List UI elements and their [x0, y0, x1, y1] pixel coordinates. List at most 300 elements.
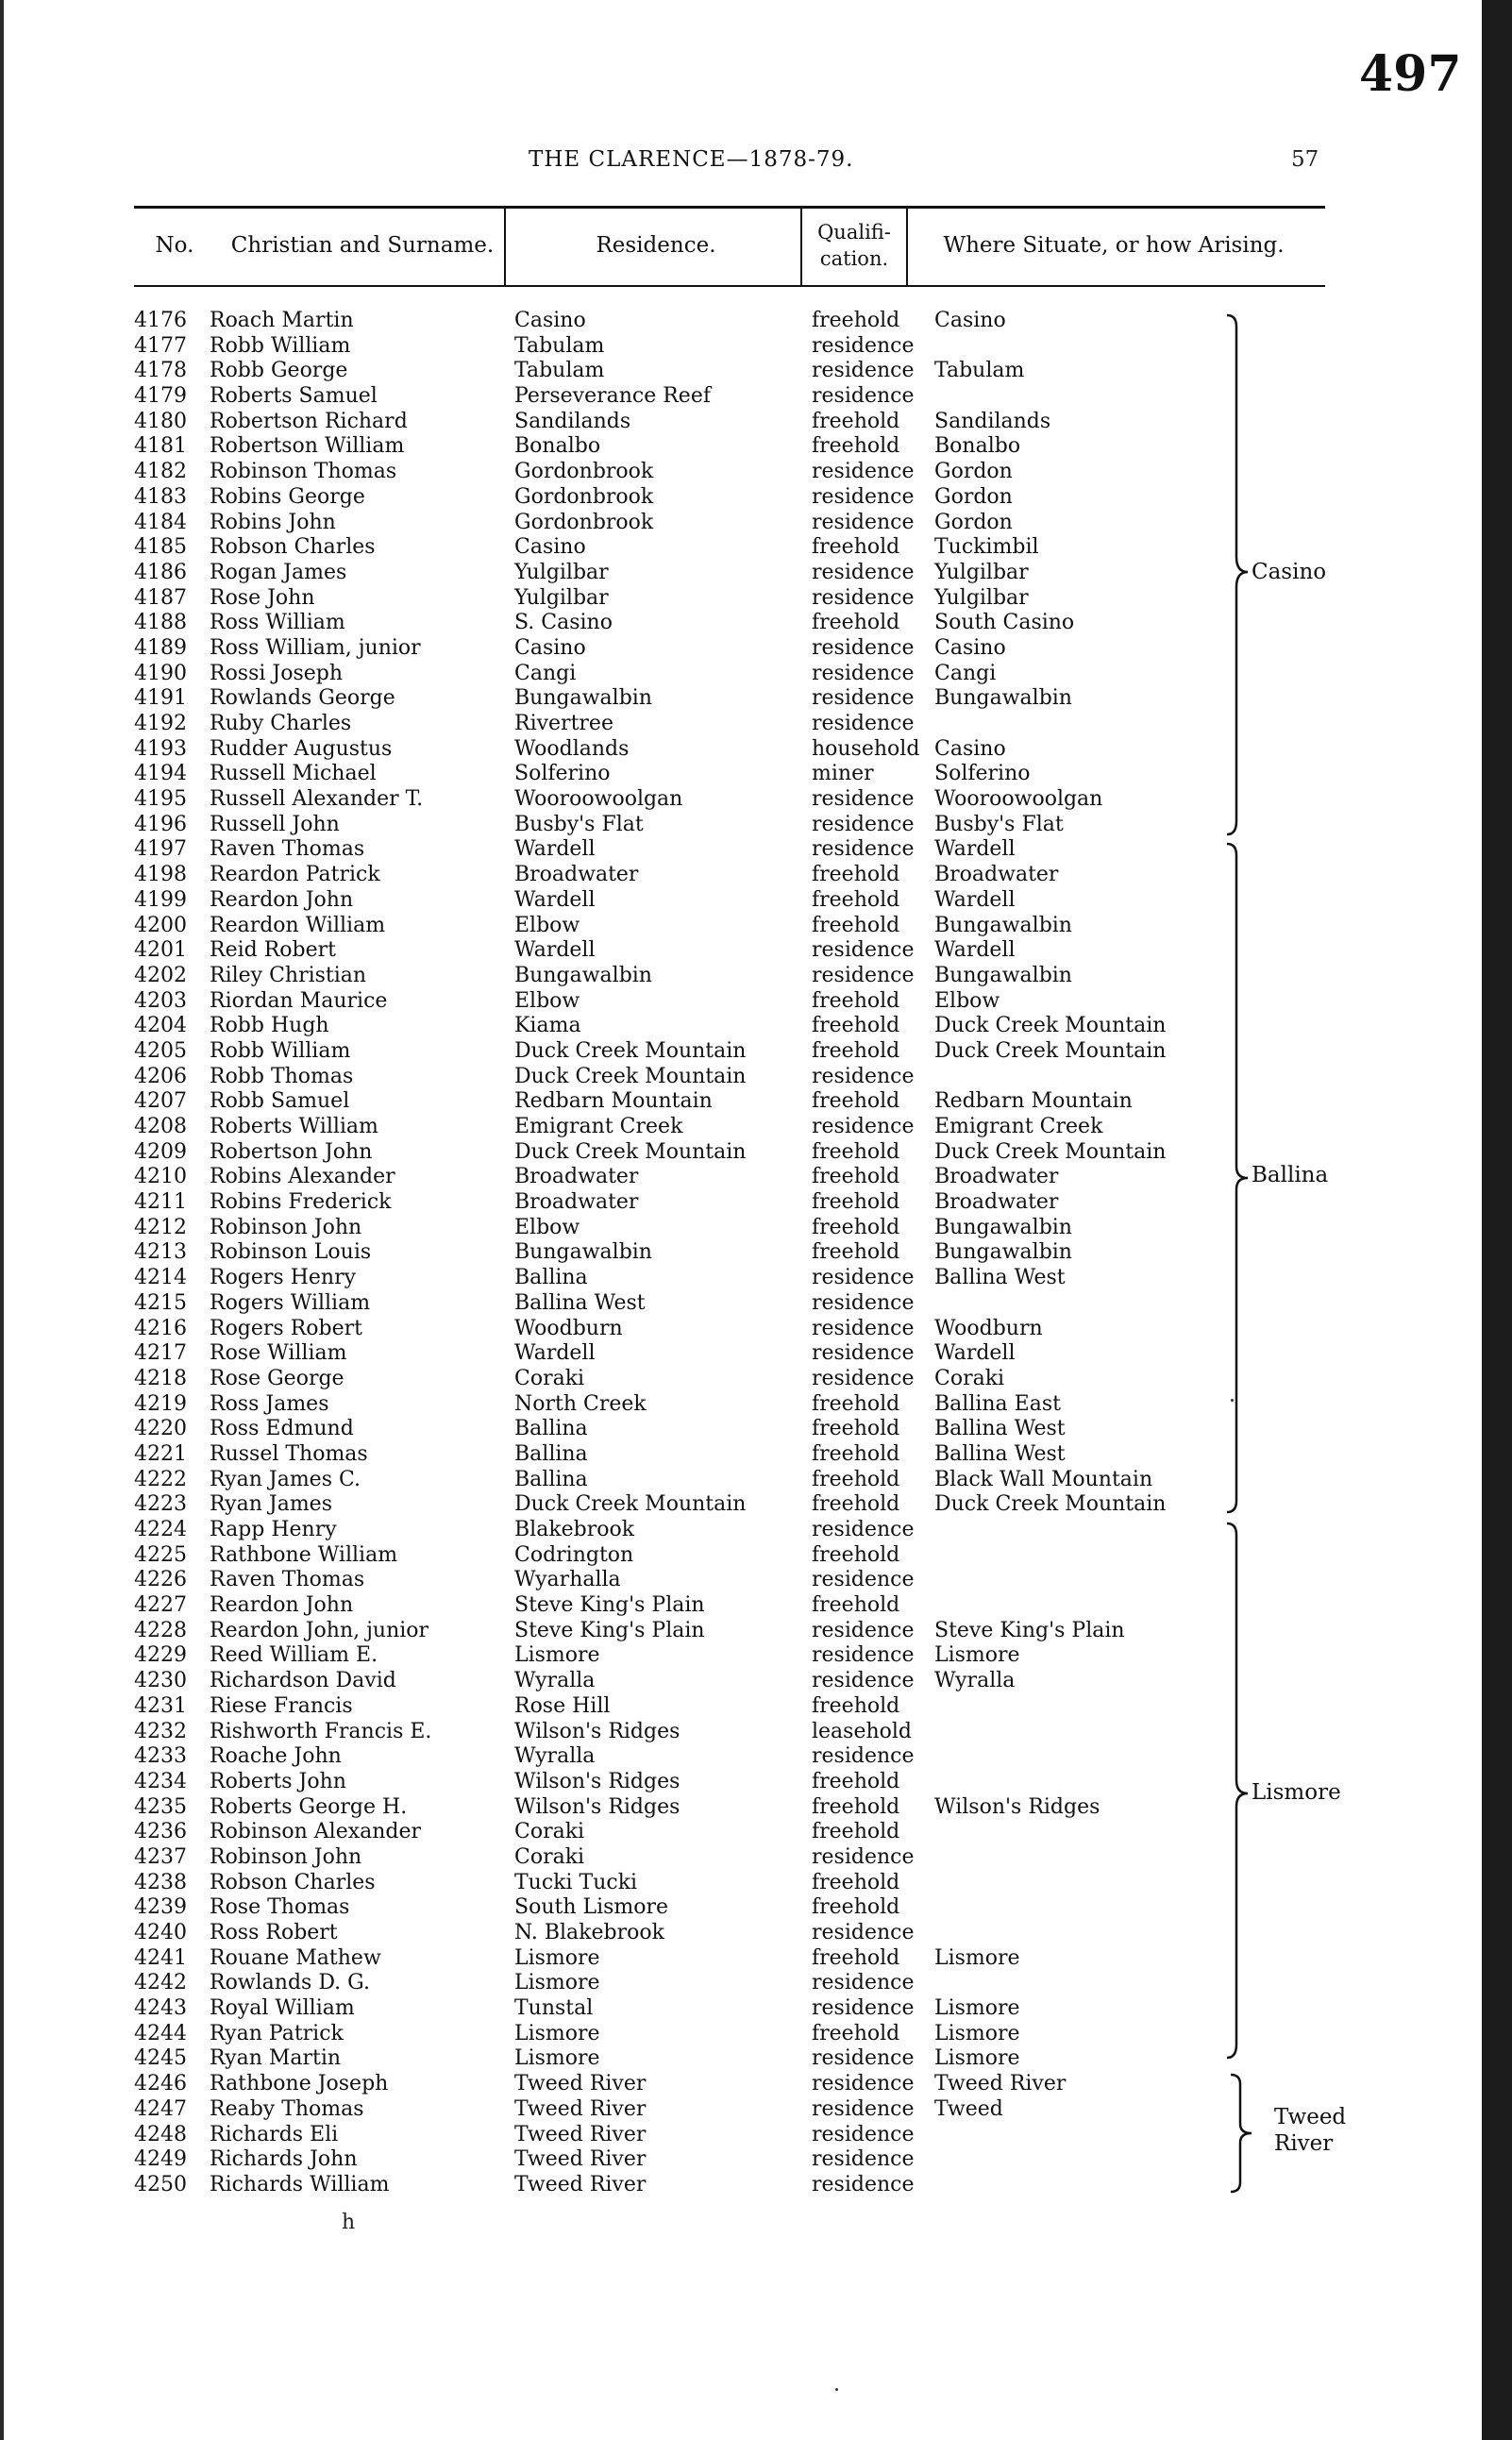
elector-residence: Elbow [514, 1215, 580, 1239]
table-row [0, 1770, 1227, 1795]
elector-name: Rogers Henry [210, 1266, 357, 1290]
header-bottom-rule [134, 285, 1325, 287]
header-where: Where Situate, or how Arising. [943, 233, 1285, 258]
table-row [0, 2123, 1227, 2148]
elector-residence: Bonalbo [514, 434, 601, 459]
elector-name: Ross William, junior [210, 635, 421, 660]
table-row [0, 1492, 1227, 1518]
elector-qualification: residence [812, 1341, 915, 1366]
elector-residence: Steve King's Plain [514, 1618, 705, 1642]
elector-residence: Wardell [514, 837, 596, 862]
elector-name: Reardon John [210, 1593, 354, 1618]
elector-qualification: freehold [812, 1542, 900, 1567]
elector-name: Russell Michael [210, 762, 377, 786]
division-label-river: River [1274, 2131, 1334, 2156]
elector-name: Robb Samuel [210, 1089, 350, 1114]
elector-residence: Woodburn [514, 1316, 623, 1340]
property-situation: Duck Creek Mountain [934, 1038, 1167, 1063]
elector-residence: Tucki Tucki [514, 1870, 638, 1894]
elector-number: 4224 [134, 1518, 187, 1541]
elector-number: 4193 [134, 736, 187, 761]
elector-name: Reardon John [210, 887, 354, 912]
elector-name: Russell Alexander T. [210, 787, 424, 812]
elector-number: 4222 [134, 1467, 187, 1491]
elector-residence: Bungawalbin [514, 1240, 652, 1265]
table-row [0, 2022, 1227, 2047]
property-situation: Wardell [934, 837, 1016, 862]
elector-residence: Coraki [514, 1844, 585, 1869]
header-qualification-1: Qualifi- [817, 221, 891, 244]
elector-residence: N. Blakebrook [514, 1921, 664, 1944]
elector-qualification: freehold [812, 1441, 900, 1466]
print-speck [1231, 1399, 1234, 1402]
elector-name: Robb Hugh [210, 1014, 329, 1038]
table-row [0, 1089, 1227, 1115]
property-situation: Wyralla [934, 1669, 1016, 1693]
elector-number: 4192 [134, 712, 187, 735]
elector-name: Robson Charles [210, 535, 376, 560]
elector-qualification: residence [812, 1290, 915, 1315]
elector-name: Richards Eli [210, 2122, 339, 2146]
elector-residence: Elbow [514, 913, 580, 937]
elector-residence: Redbarn Mountain [514, 1089, 713, 1114]
elector-name: Richards John [210, 2147, 358, 2172]
elector-qualification: residence [812, 812, 915, 836]
elector-residence: Yulgilbar [514, 560, 609, 584]
elector-residence: Casino [514, 635, 586, 660]
elector-name: Roberts Samuel [210, 384, 378, 409]
running-title: THE CLARENCE—1878-79. [529, 147, 854, 172]
elector-residence: Lismore [514, 1643, 600, 1668]
elector-number: 4177 [134, 333, 187, 358]
elector-number: 4223 [134, 1492, 187, 1517]
elector-qualification: freehold [812, 1190, 900, 1215]
elector-residence: Ballina West [514, 1290, 646, 1315]
elector-name: Ryan James C. [210, 1467, 361, 1491]
property-situation: Lismore [934, 2021, 1020, 2045]
elector-number: 4181 [134, 434, 187, 459]
elector-name: Robb Thomas [210, 1064, 354, 1088]
elector-residence: Perseverance Reef [514, 384, 711, 409]
property-situation: Redbarn Mountain [934, 1089, 1133, 1114]
voter-roll-table [0, 309, 1227, 2198]
elector-residence: Tunstal [514, 1996, 594, 2021]
elector-name: Riese Francis [210, 1693, 353, 1718]
table-row [0, 1291, 1227, 1317]
table-row [0, 586, 1227, 612]
elector-name: Ryan Martin [210, 2046, 342, 2071]
elector-residence: Ballina [514, 1441, 588, 1466]
table-row [0, 1694, 1227, 1720]
table-row [0, 863, 1227, 888]
elector-name: Russel Thomas [210, 1441, 368, 1466]
elector-residence: Emigrant Creek [514, 1115, 683, 1138]
elector-name: Rowlands George [210, 686, 395, 711]
elector-name: Rose William [210, 1341, 347, 1366]
elector-name: Rogan James [210, 560, 347, 584]
elector-number: 4217 [134, 1341, 187, 1366]
elector-name: Rogers William [210, 1290, 371, 1315]
elector-qualification: freehold [812, 1038, 900, 1063]
table-row [0, 1593, 1227, 1619]
elector-qualification: residence [812, 333, 915, 358]
elector-name: Robertson Richard [210, 409, 408, 433]
elector-qualification: residence [812, 2072, 915, 2096]
elector-qualification: residence [812, 2122, 915, 2146]
elector-residence: Steve King's Plain [514, 1593, 705, 1618]
table-row [0, 1014, 1227, 1039]
table-row [0, 2046, 1227, 2072]
elector-qualification: freehold [812, 1693, 900, 1718]
property-situation: Casino [934, 736, 1006, 761]
elector-residence: Wooroowoolgan [514, 787, 683, 812]
elector-qualification: freehold [812, 1945, 900, 1970]
elector-name: Rose Thomas [210, 1895, 350, 1920]
elector-name: Roberts William [210, 1115, 378, 1138]
elector-number: 4180 [134, 409, 187, 433]
elector-qualification: residence [812, 1518, 915, 1541]
table-row [0, 1165, 1227, 1190]
elector-number: 4228 [134, 1618, 187, 1642]
property-situation: Wooroowoolgan [934, 787, 1103, 812]
table-row [0, 1039, 1227, 1065]
elector-name: Robinson John [210, 1844, 362, 1869]
elector-qualification: residence [812, 1643, 915, 1668]
elector-residence: Casino [514, 309, 586, 332]
table-row [0, 2173, 1227, 2198]
table-row [0, 460, 1227, 485]
elector-residence: Ballina [514, 1266, 588, 1290]
elector-number: 4218 [134, 1366, 187, 1390]
elector-qualification: residence [812, 484, 915, 509]
property-situation: Ballina West [934, 1441, 1066, 1466]
elector-residence: Rivertree [514, 712, 613, 735]
page-number: 497 [1359, 45, 1462, 103]
elector-name: Robb William [210, 1038, 351, 1063]
elector-number: 4245 [134, 2046, 187, 2071]
elector-number: 4190 [134, 661, 187, 685]
property-situation: Sandilands [934, 409, 1051, 433]
elector-number: 4248 [134, 2122, 187, 2146]
elector-qualification: residence [812, 1266, 915, 1290]
elector-residence: Wyralla [514, 1744, 596, 1769]
header-divider-qualification [906, 209, 908, 285]
elector-name: Rudder Augustus [210, 736, 393, 761]
elector-number: 4194 [134, 762, 187, 786]
elector-name: Robb William [210, 333, 351, 358]
elector-name: Robertson John [210, 1139, 373, 1164]
table-row [0, 1216, 1227, 1241]
elector-qualification: freehold [812, 913, 900, 937]
elector-number: 4220 [134, 1417, 187, 1441]
elector-number: 4176 [134, 309, 187, 332]
table-row [0, 1795, 1227, 1821]
division-label-tweed: Tweed [1274, 2105, 1347, 2129]
elector-residence: Elbow [514, 988, 580, 1013]
property-situation: Duck Creek Mountain [934, 1014, 1167, 1038]
elector-name: Rathbone William [210, 1542, 398, 1567]
property-situation: Tabulam [934, 359, 1025, 383]
elector-number: 4249 [134, 2147, 187, 2172]
elector-residence: Lismore [514, 2046, 600, 2071]
elector-number: 4178 [134, 359, 187, 383]
property-situation: Broadwater [934, 863, 1059, 887]
elector-name: Reardon John, junior [210, 1618, 429, 1642]
property-situation: Gordon [934, 460, 1013, 484]
elector-qualification: residence [812, 1844, 915, 1869]
table-row [0, 1543, 1227, 1569]
elector-residence: Ballina [514, 1417, 588, 1441]
elector-qualification: freehold [812, 1492, 900, 1517]
table-row [0, 1720, 1227, 1745]
elector-qualification: leasehold [812, 1719, 913, 1743]
elector-number: 4201 [134, 938, 187, 963]
elector-qualification: freehold [812, 1794, 900, 1819]
property-situation: Yulgilbar [934, 560, 1029, 584]
elector-qualification: freehold [812, 1215, 900, 1239]
elector-number: 4206 [134, 1064, 187, 1088]
elector-qualification: residence [812, 2147, 915, 2172]
elector-name: Roberts George H. [210, 1794, 408, 1819]
elector-qualification: household [812, 736, 920, 761]
elector-number: 4205 [134, 1038, 187, 1063]
table-row [0, 334, 1227, 360]
elector-residence: Broadwater [514, 1190, 639, 1215]
table-row [0, 1820, 1227, 1845]
elector-qualification: residence [812, 938, 915, 963]
elector-number: 4247 [134, 2096, 187, 2121]
elector-name: Rishworth Francis E. [210, 1719, 432, 1743]
elector-qualification: residence [812, 712, 915, 735]
elector-name: Riley Christian [210, 963, 367, 987]
property-situation: Wardell [934, 887, 1016, 912]
table-row [0, 662, 1227, 687]
table-row [0, 1367, 1227, 1392]
elector-name: Royal William [210, 1996, 355, 2021]
table-row [0, 1845, 1227, 1871]
elector-qualification: freehold [812, 1139, 900, 1164]
elector-qualification: freehold [812, 535, 900, 560]
table-row [0, 1643, 1227, 1669]
elector-number: 4191 [134, 686, 187, 711]
table-row [0, 384, 1227, 410]
elector-residence: North Creek [514, 1391, 647, 1416]
property-situation: Tuckimbil [934, 535, 1039, 560]
table-row [0, 938, 1227, 964]
table-row [0, 1240, 1227, 1266]
table-row [0, 561, 1227, 586]
elector-qualification: freehold [812, 1417, 900, 1441]
table-row [0, 2072, 1227, 2097]
elector-number: 4243 [134, 1996, 187, 2021]
elector-name: Ross James [210, 1391, 329, 1416]
elector-qualification: residence [812, 1618, 915, 1642]
property-situation: Busby's Flat [934, 812, 1064, 836]
table-row [0, 1317, 1227, 1342]
division-label-ballina: Ballina [1252, 1163, 1329, 1187]
elector-number: 4242 [134, 1971, 187, 1995]
property-situation: Elbow [934, 988, 1000, 1013]
elector-number: 4215 [134, 1290, 187, 1315]
elector-qualification: residence [812, 585, 915, 610]
elector-number: 4203 [134, 988, 187, 1013]
table-row [0, 1468, 1227, 1493]
elector-name: Rapp Henry [210, 1518, 337, 1541]
elector-name: Robinson Louis [210, 1240, 372, 1265]
elector-qualification: freehold [812, 1895, 900, 1920]
elector-qualification: freehold [812, 1089, 900, 1114]
property-situation: Black Wall Mountain [934, 1467, 1153, 1491]
property-situation: Lismore [934, 2046, 1020, 2071]
elector-number: 4231 [134, 1693, 187, 1718]
elector-number: 4197 [134, 837, 187, 862]
elector-name: Ryan James [210, 1492, 332, 1517]
elector-number: 4188 [134, 611, 187, 635]
elector-qualification: freehold [812, 1467, 900, 1491]
elector-residence: Duck Creek Mountain [514, 1064, 747, 1088]
elector-number: 4219 [134, 1391, 187, 1416]
elector-residence: Gordonbrook [514, 460, 654, 484]
property-situation: Wilson's Ridges [934, 1794, 1100, 1819]
elector-residence: Lismore [514, 1971, 600, 1995]
elector-number: 4235 [134, 1794, 187, 1819]
table-row [0, 1266, 1227, 1291]
elector-name: Riordan Maurice [210, 988, 388, 1013]
elector-number: 4179 [134, 384, 187, 409]
elector-number: 4199 [134, 887, 187, 912]
elector-number: 4232 [134, 1719, 187, 1743]
table-row [0, 434, 1227, 460]
table-row [0, 762, 1227, 787]
elector-name: Raven Thomas [210, 1568, 365, 1592]
elector-name: Rogers Robert [210, 1316, 362, 1340]
elector-number: 4244 [134, 2021, 187, 2045]
elector-number: 4246 [134, 2072, 187, 2096]
elector-name: Reardon William [210, 913, 386, 937]
brace-tweed-river [1227, 2071, 1265, 2196]
elector-qualification: residence [812, 963, 915, 987]
table-row [0, 1619, 1227, 1644]
elector-number: 4234 [134, 1769, 187, 1793]
property-situation: Broadwater [934, 1165, 1059, 1189]
elector-qualification: residence [812, 2096, 915, 2121]
property-situation: Solferino [934, 762, 1031, 786]
elector-qualification: freehold [812, 409, 900, 433]
property-situation: Emigrant Creek [934, 1115, 1103, 1138]
elector-number: 4238 [134, 1870, 187, 1894]
elector-residence: Rose Hill [514, 1693, 611, 1718]
elector-residence: Busby's Flat [514, 812, 644, 836]
header-qualification-2: cation. [819, 247, 889, 270]
table-row [0, 837, 1227, 863]
property-situation: Wardell [934, 938, 1016, 963]
property-situation: Duck Creek Mountain [934, 1139, 1167, 1164]
elector-number: 4221 [134, 1441, 187, 1466]
elector-number: 4195 [134, 787, 187, 812]
table-row [0, 535, 1227, 561]
property-situation: Ballina West [934, 1417, 1066, 1441]
table-row [0, 1568, 1227, 1593]
header-no: No. [155, 233, 194, 258]
elector-residence: Wilson's Ridges [514, 1794, 680, 1819]
elector-number: 4208 [134, 1115, 187, 1138]
elector-qualification: freehold [812, 309, 900, 332]
elector-residence: Gordonbrook [514, 510, 654, 534]
elector-residence: Sandilands [514, 409, 631, 433]
elector-name: Ryan Patrick [210, 2021, 344, 2045]
elector-name: Ross William [210, 611, 345, 635]
table-row [0, 410, 1227, 435]
elector-residence: Ballina [514, 1467, 588, 1491]
table-row [0, 989, 1227, 1015]
table-row [0, 485, 1227, 511]
elector-number: 4187 [134, 585, 187, 610]
elector-residence: Tweed River [514, 2147, 647, 2172]
elector-qualification: residence [812, 686, 915, 711]
elector-number: 4237 [134, 1844, 187, 1869]
table-row [0, 787, 1227, 813]
table-row [0, 888, 1227, 914]
table-row [0, 964, 1227, 989]
division-label-casino: Casino [1252, 560, 1327, 584]
elector-number: 4184 [134, 510, 187, 534]
table-row [0, 1140, 1227, 1166]
elector-number: 4240 [134, 1921, 187, 1944]
elector-qualification: residence [812, 661, 915, 685]
elector-residence: Gordonbrook [514, 484, 654, 509]
elector-name: Reed William E. [210, 1643, 378, 1668]
table-row [0, 611, 1227, 636]
property-situation: South Casino [934, 611, 1075, 635]
table-row [0, 1669, 1227, 1694]
elector-name: Robinson Alexander [210, 1820, 422, 1844]
footer-signature-mark: h [342, 2211, 356, 2234]
table-row [0, 1190, 1227, 1216]
table-row [0, 359, 1227, 384]
property-situation: Bonalbo [934, 434, 1021, 459]
elector-name: Richards William [210, 2172, 390, 2196]
elector-residence: Wyarhalla [514, 1568, 621, 1592]
elector-name: Russell John [210, 812, 340, 836]
elector-qualification: freehold [812, 1165, 900, 1189]
property-situation: Tweed River [934, 2072, 1067, 2096]
elector-residence: Broadwater [514, 863, 639, 887]
elector-residence: Broadwater [514, 1165, 639, 1189]
elector-residence: Lismore [514, 2021, 600, 2045]
elector-qualification: freehold [812, 1593, 900, 1618]
elector-name: Rose John [210, 585, 315, 610]
elector-residence: Wilson's Ridges [514, 1719, 680, 1743]
table-row [0, 1921, 1227, 1946]
elector-number: 4230 [134, 1669, 187, 1693]
elector-residence: South Lismore [514, 1895, 669, 1920]
elector-qualification: residence [812, 1064, 915, 1088]
table-row [0, 1744, 1227, 1770]
elector-name: Richardson David [210, 1669, 396, 1693]
elector-qualification: residence [812, 1921, 915, 1944]
elector-qualification: freehold [812, 611, 900, 635]
elector-qualification: residence [812, 787, 915, 812]
elector-number: 4200 [134, 913, 187, 937]
elector-number: 4210 [134, 1165, 187, 1189]
elector-qualification: residence [812, 1744, 915, 1769]
table-row [0, 1065, 1227, 1090]
elector-number: 4236 [134, 1820, 187, 1844]
elector-residence: Wardell [514, 887, 596, 912]
elector-name: Rouane Mathew [210, 1945, 381, 1970]
elector-number: 4202 [134, 963, 187, 987]
elector-name: Robinson Thomas [210, 460, 397, 484]
